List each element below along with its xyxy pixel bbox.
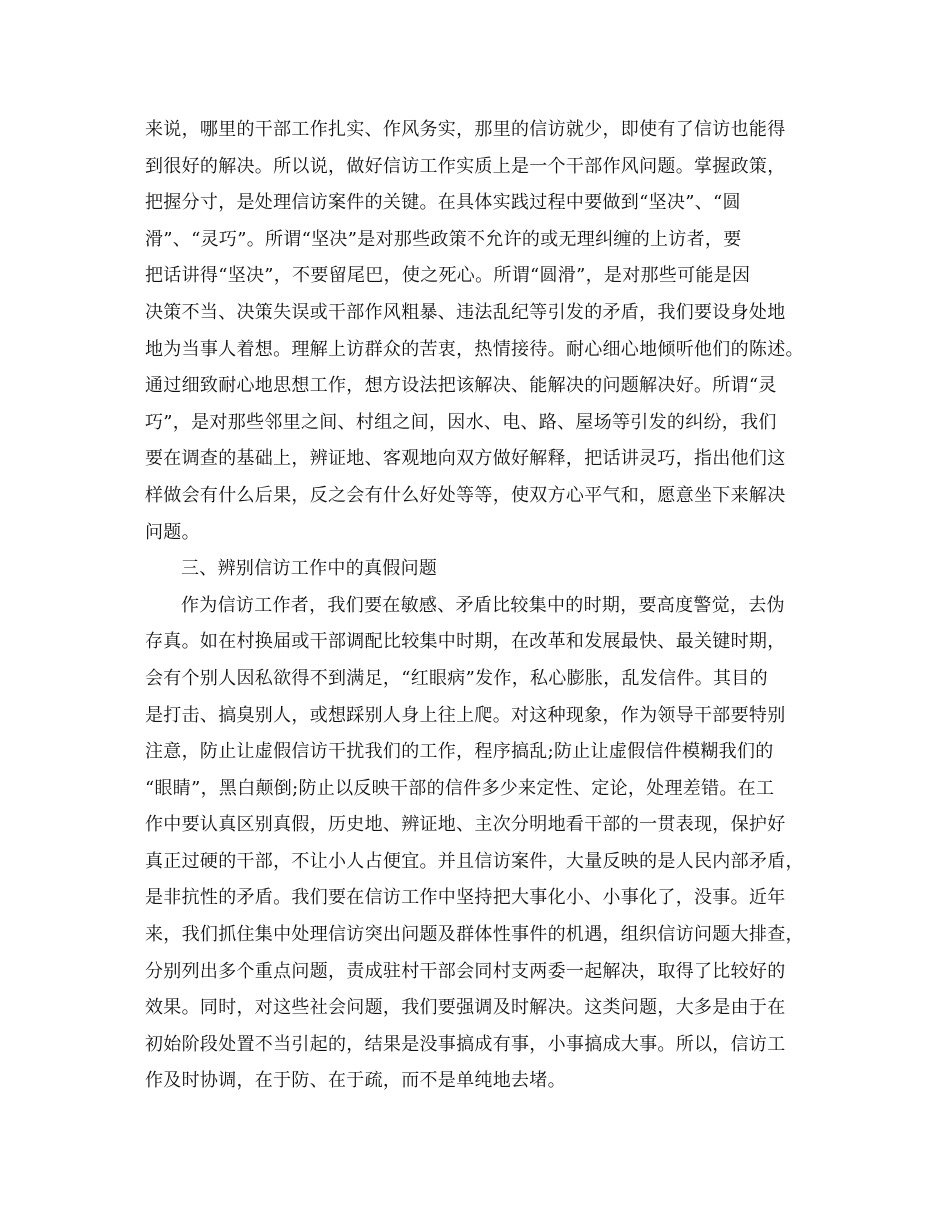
- text-line: 把握分寸，是处理信访案件的关键。在具体实践过程中要做到“坚决”、“圆: [145, 192, 741, 214]
- text-line: 到很好的解决。所以说，做好信访工作实质上是一个干部作风问题。掌握政策，: [145, 155, 786, 177]
- text-line: 作为信访工作者，我们要在敏感、矛盾比较集中的时期，要高度警觉，去伪: [181, 594, 785, 616]
- text-line: 要在调查的基础上，辨证地、客观地向双方做好解释，把话讲灵巧，指出他们这: [145, 448, 786, 470]
- text-line: 来说，哪里的干部工作扎实、作风务实，那里的信访就少，即使有了信访也能得: [145, 119, 786, 140]
- document-body: [145, 112, 805, 1100]
- text-line: 作及时协调，在于防、在于疏，而不是单纯地去堵。: [145, 1070, 566, 1092]
- text-line: 初始阶段处置不当引起的，结果是没事搞成有事，小事搞成大事。所以，信访工: [145, 1033, 786, 1055]
- text-line: 样做会有什么后果，反之会有什么好处等等，使双方心平气和，愿意坐下来解决: [145, 484, 786, 506]
- text-line: 作中要认真区别真假，历史地、辨证地、主次分明地看干部的一贯表现，保护好: [145, 814, 786, 836]
- text-line: 分别列出多个重点问题，责成驻村干部会同村支两委一起解决，取得了比较好的: [145, 960, 786, 982]
- text-line: 是打击、搞臭别人，或想踩别人身上往上爬。对这种现象，作为领导干部要特别: [145, 704, 786, 726]
- text-line: 滑”、“灵巧”。所谓“坚决”是对那些政策不允许的或无理纠缠的上访者，要: [145, 228, 742, 250]
- text-line: 问题。: [145, 521, 200, 543]
- text-line: 存真。如在村换届或干部调配比较集中时期，在改革和发展最快、最关键时期，: [145, 631, 786, 653]
- text-line: 巧”，是对那些邻里之间、村组之间，因水、电、路、屋场等引发的纠纷，我们: [145, 411, 777, 433]
- text-line: 地为当事人着想。理解上访群众的苦衷，热情接待。耐心细心地倾听他们的陈述。: [145, 338, 804, 360]
- text-line: 来，我们抓住集中处理信访突出问题及群体性事件的机遇，组织信访问题大排查，: [145, 924, 804, 946]
- text-line: 是非抗性的矛盾。我们要在信访工作中坚持把大事化小、小事化了，没事。近年: [145, 887, 786, 909]
- text-line: “眼睛”，黑白颠倒;防止以反映干部的信件多少来定性、定论，处理差错。在工: [145, 777, 775, 799]
- text-line: 效果。同时，对这些社会问题，我们要强调及时解决。这类问题，大多是由于在: [145, 997, 786, 1019]
- text-line: 注意，防止让虚假信访干扰我们的工作，程序搞乱;防止让虚假信件模糊我们的: [145, 741, 774, 763]
- text-line: 决策不当、决策失误或干部作风粗暴、违法乱纪等引发的矛盾，我们要设身处地: [145, 301, 786, 323]
- text-line: 真正过硬的干部，不让小人占便宜。并且信访案件，大量反映的是人民内部矛盾，: [145, 850, 804, 872]
- text-line: 把话讲得“坚决”，不要留尾巴，使之死心。所谓“圆滑”，是对那些可能是因: [145, 265, 751, 287]
- text-line: 会有个别人因私欲得不到满足，“红眼病”发作，私心膨胀，乱发信件。其目的: [145, 667, 768, 689]
- text-line: 通过细致耐心地思想工作，想方设法把该解决、能解决的问题解决好。所谓“灵: [145, 375, 777, 397]
- section-heading: 三、辨别信访工作中的真假问题: [181, 558, 438, 580]
